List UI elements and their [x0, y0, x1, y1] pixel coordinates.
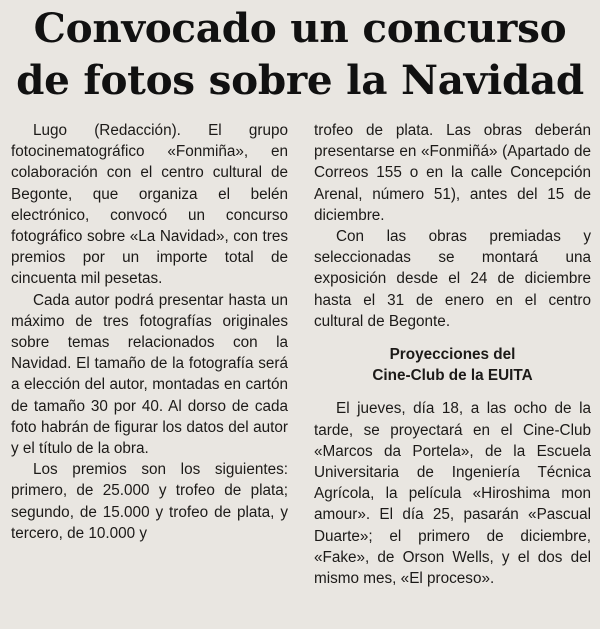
subheading-line-1: Proyecciones del: [389, 346, 516, 364]
headline-line-2: de fotos sobre la Navidad: [16, 56, 584, 104]
column-left: [11, 120, 288, 544]
paragraph-exhibition: Con las obras premiadas y seleccionadas se montará una exposición desde el 24 de diciembre hasta el 31 de enero en el centro cultural de Begonte.: [314, 228, 591, 330]
subheading: [314, 344, 591, 386]
paragraph-prizes-continued: trofeo de plata. Las obras deberán presentarse en «Fonmiñá» (Apartado de Correos 155 o en la calle Concepción Arenal, número 51), antes del 15 de diciembre.: [314, 122, 591, 224]
paragraph-cineclub: El jueves, día 18, a las ocho de la tarde, se proyectará en el Cine-Club «Marcos da Portela», de la Escuela Universitaria de Ingeniería Técnica Agrícola, la película «Hiroshima mon amour». El día 25, pasarán «Pascual Duarte»; el primero de diciembre, «Fake», de Orson Wells, y el dos del mismo mes, «El proceso».: [314, 400, 591, 588]
headline-line-1: Convocado un concurso: [33, 4, 567, 52]
paragraph-intro: Lugo (Redacción). El grupo fotocinematográfico «Fonmiña», en colaboración con el centro cultural de Begonte, que organiza el belén electrónico, convocó un concurso fotográfico sobre «La Navidad», con tres premios por un importe total de cincuenta mil pesetas.: [11, 122, 288, 288]
paragraph-prizes: Los premios son los siguientes: primero, de 25.000 y trofeo de plata; segundo, de 15.000 y trofeo de plata, y tercero, de 10.000 y: [11, 461, 288, 542]
subheading-line-2: Cine-Club de la EUITA: [372, 367, 533, 385]
paragraph-rules: Cada autor podrá presentar hasta un máximo de tres fotografías originales sobre temas relacionados con la Navidad. El tamaño de la fotografía será a elección del autor, montadas en cartón de tamaño 30 por 40. Al dorso de cada foto habrán de figurar los datos del autor y el título de la obra.: [11, 291, 288, 458]
column-right: [314, 120, 591, 589]
headline: [0, 0, 600, 106]
